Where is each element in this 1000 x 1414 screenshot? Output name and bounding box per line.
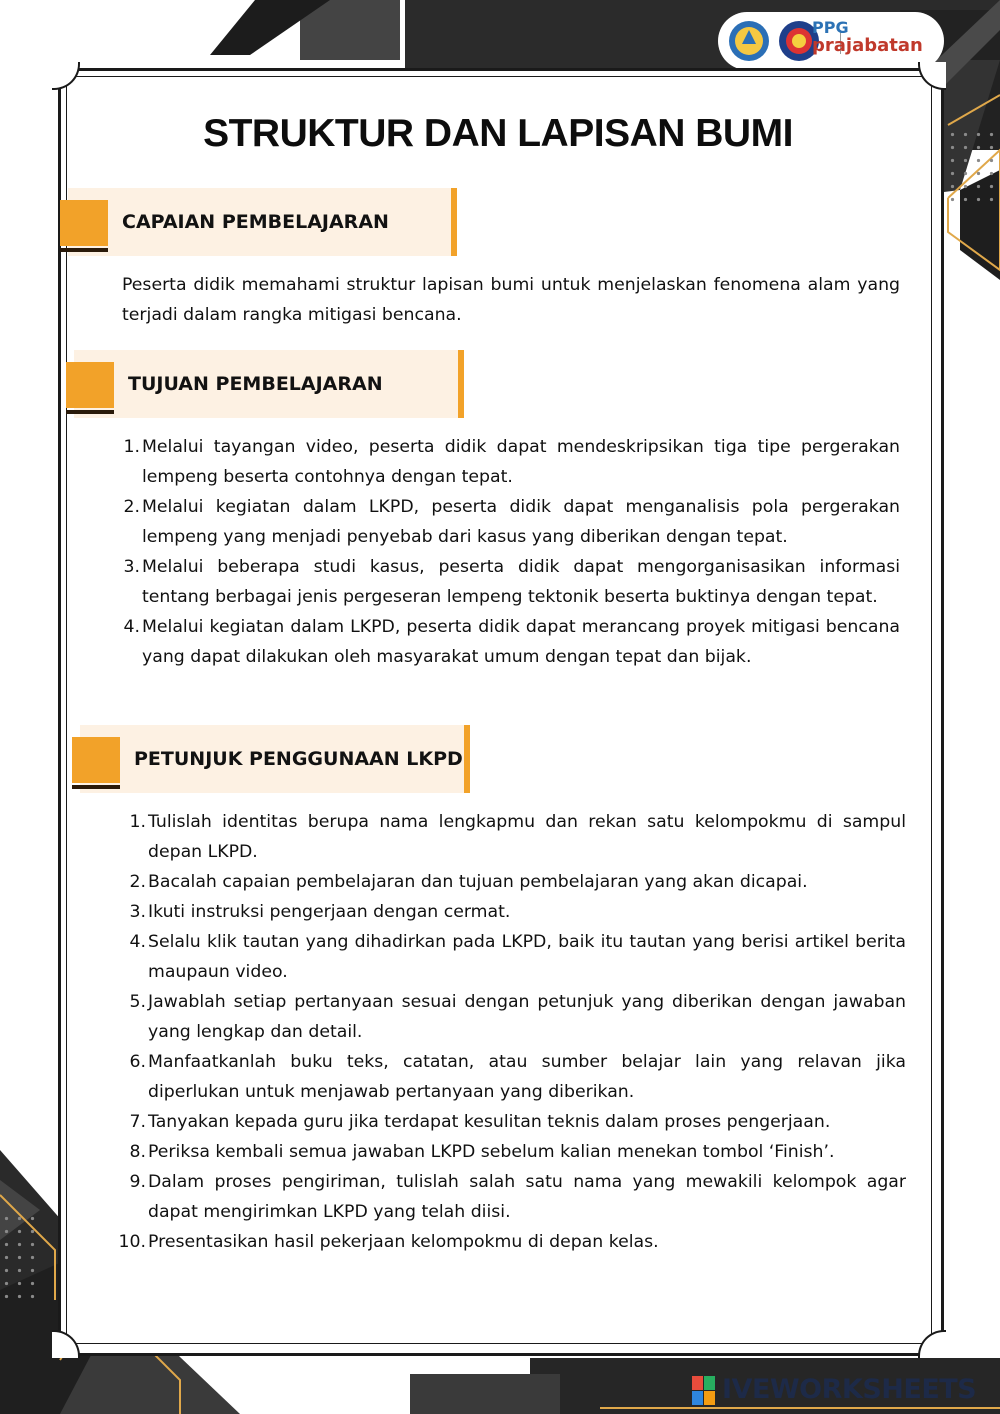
kemendikbud-logo-icon <box>728 20 770 62</box>
list-item: 9. Dalam proses pengiriman, tulislah salah satu nama yang mewakili kelompok agar dapat mengirimkan LKPD yang telah diisi. <box>129 1172 906 1222</box>
section-marker <box>66 362 114 408</box>
list-item: 3. Melalui beberapa studi kasus, peserta didik dapat mengorganisasikan informasi tentang berbagai jenis pergeseran lempeng tektonik beserta buktinya dengan tepat. <box>123 557 900 607</box>
section-header-tujuan <box>74 350 464 418</box>
page-title: STRUKTUR DAN LAPISAN BUMI <box>203 112 793 155</box>
section-title: TUJUAN PEMBELAJARAN <box>128 373 383 395</box>
petunjuk-list <box>118 807 906 1257</box>
list-item: 7. Tanyakan kepada guru jika terdapat kesulitan teknis dalam proses pengerjaan. <box>129 1112 831 1132</box>
list-item-text: Tulislah identitas berupa nama lengkapmu dan rekan satu kelompokmu di sampul depan LKPD. <box>148 812 906 862</box>
list-item: 2. Bacalah capaian pembelajaran dan tujuan pembelajaran yang akan dicapai. <box>129 872 808 892</box>
list-item-text: Selalu klik tautan yang dihadirkan pada LKPD, baik itu tautan yang berisi artikel berita maupaun video. <box>148 932 906 982</box>
list-item-text: Melalui tayangan video, peserta didik dapat mendeskripsikan tiga tipe pergerakan lempeng beserta contohnya dengan tepat. <box>142 437 900 487</box>
list-item-text: Tanyakan kepada guru jika terdapat kesulitan teknis dalam proses pengerjaan. <box>148 1112 831 1132</box>
brand-prefix: PPG <box>812 18 849 37</box>
list-item: 5. Jawablah setiap pertanyaan sesuai dengan petunjuk yang diberikan dengan jawaban yang lengkap dan detail. <box>129 992 906 1042</box>
section-header-petunjuk <box>80 725 470 793</box>
list-item-text: Jawablah setiap pertanyaan sesuai dengan petunjuk yang diberikan dengan jawaban yang lengkap dan detail. <box>148 992 906 1042</box>
list-item-text: Ikuti instruksi pengerjaan dengan cermat. <box>148 902 511 922</box>
dot-pattern-bottom-left <box>0 1212 40 1302</box>
liveworksheets-logo-icon <box>692 1376 716 1406</box>
list-item: 6. Manfaatkanlah buku teks, catatan, atau sumber belajar lain yang relavan jika diperlukan untuk menjawab pertanyaan yang diberikan. <box>129 1052 906 1102</box>
list-item: 8. Periksa kembali semua jawaban LKPD sebelum kalian menekan tombol ‘Finish’. <box>129 1142 835 1162</box>
section-header-capaian <box>68 188 457 256</box>
list-item: 1. Tulislah identitas berupa nama lengkapmu dan rekan satu kelompokmu di sampul depan LKPD. <box>129 812 906 862</box>
list-item-text: Manfaatkanlah buku teks, catatan, atau sumber belajar lain yang relavan jika diperlukan untuk menjawab pertanyaan yang diberikan. <box>148 1052 906 1102</box>
section-marker <box>72 737 120 783</box>
list-item-text: Melalui kegiatan dalam LKPD, peserta didik dapat menganalisis pola pergerakan lempeng yang menjadi penyebab dari kasus yang diberikan dengan tepat. <box>142 497 900 547</box>
list-item-text: Periksa kembali semua jawaban LKPD sebelum kalian menekan tombol ‘Finish’. <box>148 1142 835 1162</box>
list-item-text: Presentasikan hasil pekerjaan kelompokmu di depan kelas. <box>148 1232 659 1252</box>
list-item: 4. Melalui kegiatan dalam LKPD, peserta didik dapat merancang proyek mitigasi bencana yang dapat dilakukan oleh masyarakat umum dengan tepat dan bijak. <box>123 617 900 667</box>
dot-pattern-top-right <box>946 128 1000 206</box>
list-item: 3. Ikuti instruksi pengerjaan dengan cermat. <box>129 902 511 922</box>
tujuan-list <box>123 432 900 672</box>
watermark-text: IVEWORKSHEETS <box>722 1374 977 1405</box>
capaian-text: Peserta didik memahami struktur lapisan bumi untuk menjelaskan fenomena alam yang terjadi dalam rangka mitigasi bencana. <box>122 275 900 325</box>
ppg-prajabatan-logo <box>812 18 923 56</box>
list-item: 2. Melalui kegiatan dalam LKPD, peserta didik dapat menganalisis pola pergerakan lempeng yang menjadi penyebab dari kasus yang diberikan dengan tepat. <box>123 497 900 547</box>
section-title: CAPAIAN PEMBELAJARAN <box>122 211 389 233</box>
list-item-text: Melalui kegiatan dalam LKPD, peserta didik dapat merancang proyek mitigasi bencana yang dapat dilakukan oleh masyarakat umum dengan tepat dan bijak. <box>142 617 900 667</box>
brand-suffix: prajabatan <box>812 35 923 56</box>
liveworksheets-watermark <box>722 1372 976 1408</box>
list-item: 1. Melalui tayangan video, peserta didik dapat mendeskripsikan tiga tipe pergerakan lempeng beserta contohnya dengan tepat. <box>123 437 900 487</box>
list-item-text: Dalam proses pengiriman, tulislah salah satu nama yang mewakili kelompok agar dapat mengirimkan LKPD yang telah diisi. <box>148 1172 906 1222</box>
section-marker <box>60 200 108 246</box>
list-item: 10. Presentasikan hasil pekerjaan kelompokmu di depan kelas. <box>118 1232 659 1252</box>
section-title: PETUNJUK PENGGUNAAN LKPD <box>134 748 463 770</box>
list-item: 4. Selalu klik tautan yang dihadirkan pada LKPD, baik itu tautan yang berisi artikel berita maupaun video. <box>129 932 906 982</box>
list-item-text: Melalui beberapa studi kasus, peserta didik dapat mengorganisasikan informasi tentang berbagai jenis pergeseran lempeng tektonik beserta buktinya dengan tepat. <box>142 557 900 607</box>
list-item-text: Bacalah capaian pembelajaran dan tujuan pembelajaran yang akan dicapai. <box>148 872 808 892</box>
